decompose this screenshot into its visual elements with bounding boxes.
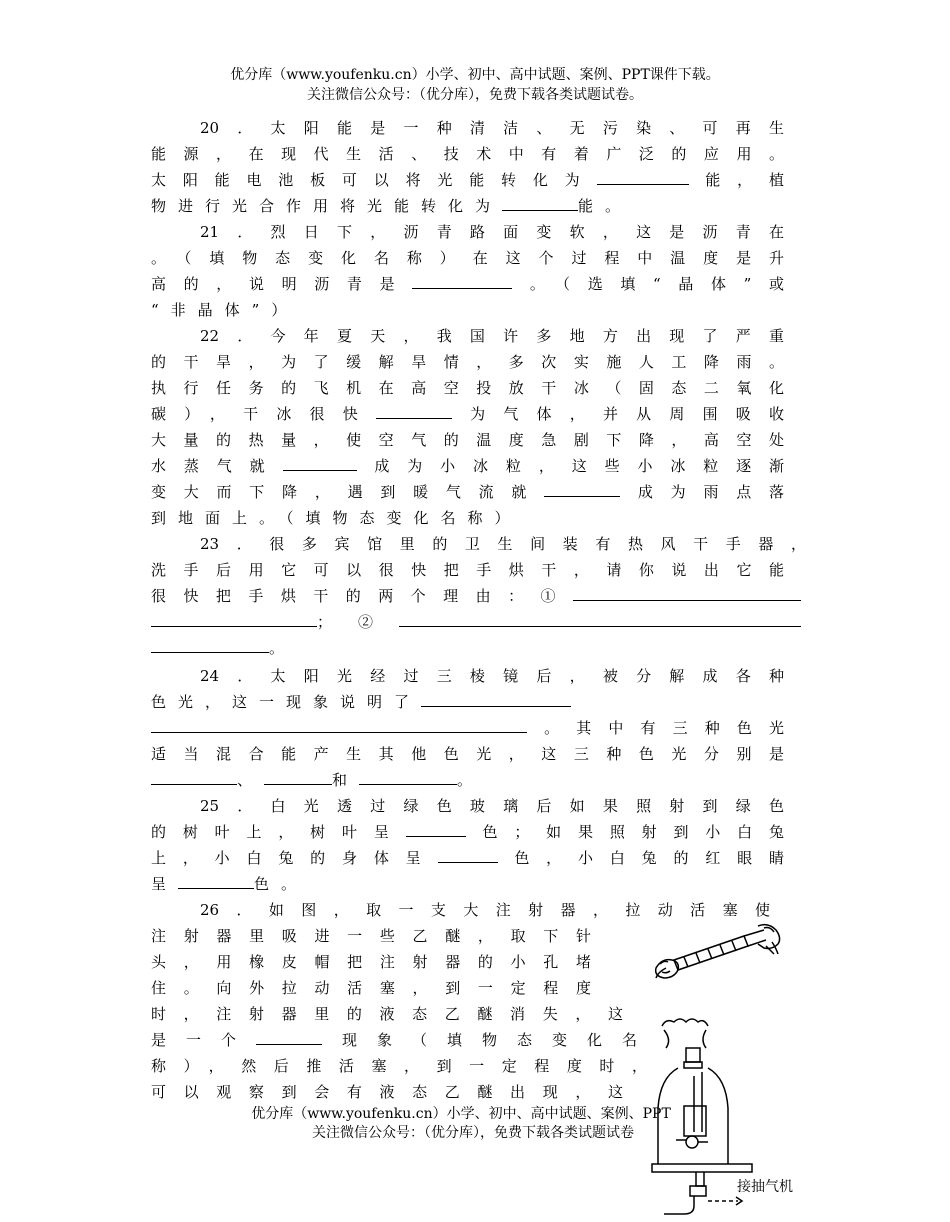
q23-line-2: 洗手后用它可以很快把手烘干，请你说出它能 (151, 561, 784, 579)
q24-blank-4[interactable] (359, 769, 457, 785)
q26-blank-1[interactable] (256, 1029, 322, 1045)
q22-line-5: 大量的热量，使空气的温度急剧下降，高空处 (151, 431, 784, 449)
q22-text-7b: 成为雨点落 (620, 483, 784, 501)
footer-line-1: 优分库（www.youfenku.cn）小学、初中、高中试题、案例、PPT (251, 1106, 671, 1122)
q22-line-7 (151, 479, 784, 505)
q24-line-3 (151, 715, 784, 741)
q20-line-3 (151, 167, 784, 193)
q22-line-4 (151, 401, 784, 427)
q22-line-6 (151, 453, 784, 479)
q24-blank-3[interactable] (264, 769, 332, 785)
q24-end: 。 (457, 771, 485, 789)
q26-line-4: 住。向外拉动活塞，到一定程度 (151, 979, 591, 997)
q23-blank-1[interactable] (573, 585, 801, 601)
q23-blank-2[interactable] (399, 611, 801, 627)
q20-text-4a: 物进行光合作用将光能转化为 (151, 197, 503, 215)
q20-line-4 (151, 193, 784, 219)
q20-text-3b: 能，植 (688, 171, 784, 189)
q24-sep-1: 、 (237, 771, 265, 789)
q22-blank-3[interactable] (544, 481, 620, 497)
q21-text-3a: 高的，说明沥青是 (151, 275, 413, 293)
q20-line-1: 20．太阳能是一种清洁、无污染、可再生 (200, 119, 784, 137)
q26-line-6 (151, 1027, 637, 1053)
q23-blank-1-cont[interactable] (151, 611, 317, 627)
q22-text-7a: 变大而下降，遇到暖气流就 (151, 483, 545, 501)
q23-text-5: 。 (269, 639, 297, 657)
q25-line-4 (151, 871, 784, 897)
q22-line-3: 执行任务的飞机在高空投放干冰（固态二氧化 (151, 379, 784, 397)
q24-blank-1-cont[interactable] (151, 717, 527, 733)
q24-blank-2[interactable] (151, 769, 237, 785)
q24-text-2: 色光，这一现象说明了 (151, 693, 422, 711)
q24-line-1: 24．太阳光经过三棱镜后，被分解成各种 (200, 667, 784, 685)
q21-line-4: “非晶体”） (151, 301, 299, 319)
q21-line-3 (151, 271, 784, 297)
q22-text-4b: 为气体，并从周围吸收 (451, 405, 784, 423)
q25-text-4b: 色。 (254, 875, 309, 893)
footer-line-2: 关注微信公众号：（优分库），免费下载各类试题试卷 (312, 1125, 634, 1141)
q25-text-2a: 的树叶上，树叶呈 (151, 823, 406, 841)
q23-text-4a: ； (317, 613, 333, 631)
q24-blank-1[interactable] (421, 691, 571, 707)
q21-blank-1[interactable] (412, 273, 512, 289)
q23-text-4b: ② (332, 613, 399, 631)
q26-line-1: 26．如图，取一支大注射器，拉动活塞使 (200, 901, 770, 919)
header-line-1: 优分库（www.youfenku.cn）小学、初中、高中试题、案例、PPT课件下载。 (230, 67, 720, 83)
q25-blank-3[interactable] (178, 873, 254, 889)
q20-text-4b: 能。 (578, 197, 633, 215)
q22-blank-1[interactable] (376, 403, 452, 419)
q22-text-6a: 水蒸气就 (151, 457, 283, 475)
q23-blank-2-cont[interactable] (151, 637, 269, 653)
q26-line-8: 可以观察到会有液态乙醚出现，这 (151, 1083, 623, 1101)
q26-text-6b: 现象（填物态变化名 (322, 1031, 637, 1049)
q20-text-3a: 太阳能电池板可以将光能转化为 (151, 171, 597, 189)
q24-line-4: 适当混合能产生其他色光，这三种色光分别是 (151, 745, 784, 763)
q22-line-8: 到地面上。（填物态变化名称） (151, 509, 522, 527)
q22-text-6b: 成为小冰粒，这些小冰粒逐渐 (356, 457, 784, 475)
q23-line-1: 23．很多宾馆里的卫生间装有热风干手器， (200, 535, 806, 553)
q24-text-3: 。其中有三种色光 (527, 719, 784, 737)
q20-blank-2[interactable] (502, 195, 578, 211)
q23-line-3 (151, 583, 801, 609)
header-line-2: 关注微信公众号：（优分库），免费下载各类试题试卷。 (307, 87, 643, 103)
q21-line-2: 。（填物态变化名称）在这个过程中温度是升 (151, 249, 784, 267)
q20-line-2: 能源，在现代生活、技术中有着广泛的应用。 (151, 145, 784, 163)
q25-blank-1[interactable] (406, 821, 466, 837)
q26-text-6a: 是一个 (151, 1031, 256, 1049)
q22-blank-2[interactable] (283, 455, 357, 471)
q22-line-2: 的干旱，为了缓解旱情，多次实施人工降雨。 (151, 353, 784, 371)
q26-line-2: 注射器里吸进一些乙醚，取下针 (151, 927, 591, 945)
q26-line-3: 头，用橡皮帽把注射器的小孔堵 (151, 953, 591, 971)
q25-line-3 (151, 845, 784, 871)
q25-line-1: 25．白光透过绿色玻璃后如果照射到绿色 (200, 797, 784, 815)
q21-line-1: 21．烈日下，沥青路面变软，这是沥青在 (200, 223, 784, 241)
q25-text-2b: 色；如果照射到小白兔 (465, 823, 784, 841)
q21-text-3b: 。（选填“晶体”或 (512, 275, 784, 293)
q22-line-1: 22．今年夏天，我国许多地方出现了严重 (200, 327, 784, 345)
q24-line-2 (151, 689, 784, 715)
figure-caption: 接抽气机 (737, 1179, 793, 1195)
q20-blank-1[interactable] (597, 169, 689, 185)
q23-line-4 (151, 609, 801, 635)
q26-line-7: 称），然后推活塞，到一定程度时， (151, 1057, 647, 1075)
q23-line-5 (151, 635, 784, 661)
q25-blank-2[interactable] (438, 847, 498, 863)
q25-text-3b: 色，小白兔的红眼睛 (497, 849, 784, 867)
q24-line-5 (151, 767, 784, 793)
q24-sep-2: 和 (332, 771, 360, 789)
syringe-hand-icon (648, 916, 784, 986)
q25-text-3a: 上，小白兔的身体呈 (151, 849, 438, 867)
q23-text-3: 很快把手烘干的两个理由：① (151, 587, 573, 605)
q25-line-2 (151, 819, 784, 845)
q25-text-4a: 呈 (151, 875, 179, 893)
q26-line-5: 时，注射器里的液态乙醚消失，这 (151, 1005, 623, 1023)
q22-text-4a: 碳），干冰很快 (151, 405, 376, 423)
